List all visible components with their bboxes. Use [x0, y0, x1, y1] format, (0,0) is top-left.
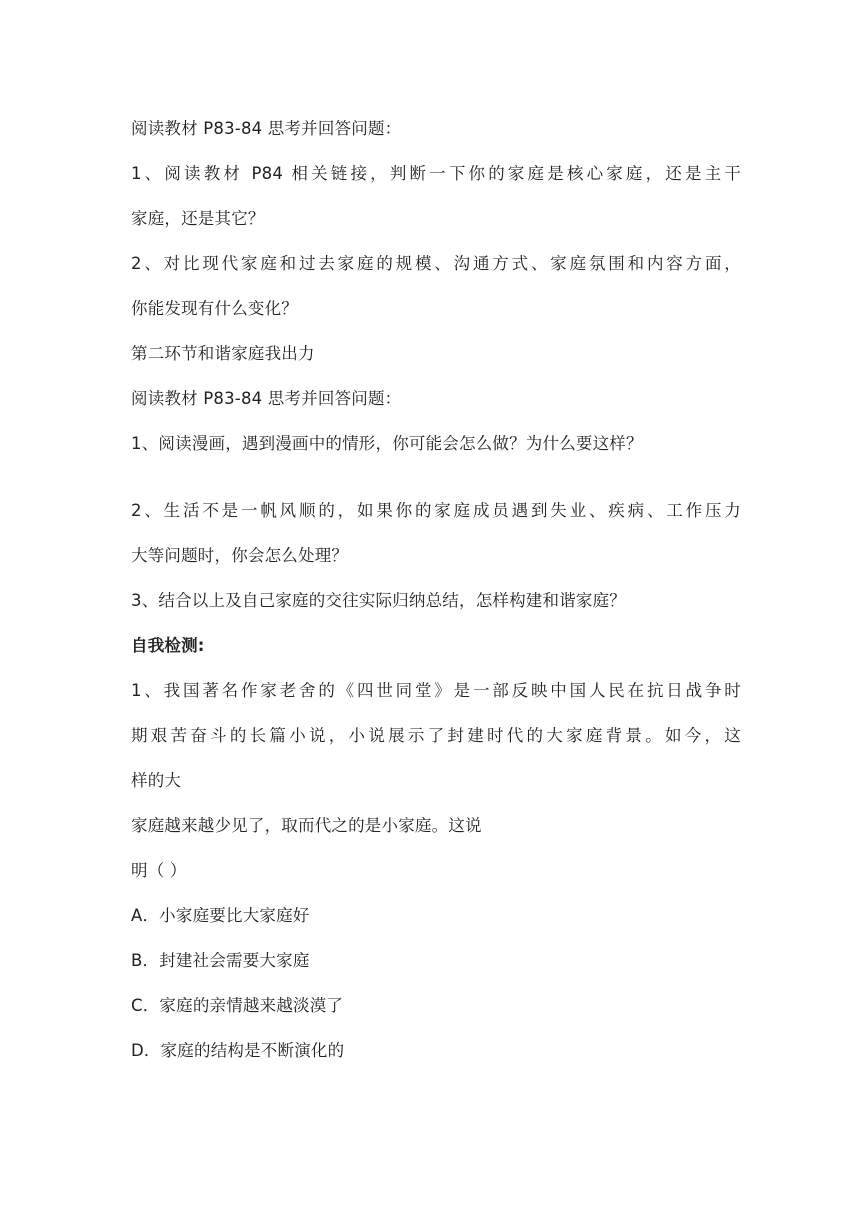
test-question-line-2: 期艰苦奋斗的长篇小说，小说展示了封建时代的大家庭背景。如今，这	[131, 726, 741, 745]
reading-instruction-2: 阅读教材 P83-84 思考并回答问题：	[131, 389, 402, 408]
question-harmony: 3、结合以上及自己家庭的交往实际归纳总结，怎样构建和谐家庭？	[131, 591, 626, 610]
option-b: B．封建社会需要大家庭	[131, 951, 310, 970]
reading-instruction-1: 阅读教材 P83-84 思考并回答问题：	[131, 119, 402, 138]
test-question-line-4: 家庭越来越少见了，取而代之的是小家庭。这说	[131, 816, 482, 835]
option-c: C．家庭的亲情越来越淡漠了	[131, 996, 344, 1015]
question-2-line-1: 2、对比现代家庭和过去家庭的规模、沟通方式、家庭氛围和内容方面，	[131, 254, 741, 273]
question-life-line-1: 2、生活不是一帆风顺的，如果你的家庭成员遇到失业、疾病、工作压力	[131, 501, 741, 520]
question-1-line-1: 1、阅读教材 P84 相关链接，判断一下你的家庭是核心家庭，还是主干	[131, 164, 741, 183]
question-life-line-2: 大等问题时，你会怎么处理？	[131, 546, 349, 565]
test-question-line-1: 1、我国著名作家老舍的《四世同堂》是一部反映中国人民在抗日战争时	[131, 681, 741, 700]
question-comic: 1、阅读漫画，遇到漫画中的情形，你可能会怎么做？为什么要这样？	[131, 434, 643, 453]
option-d: D．家庭的结构是不断演化的	[131, 1041, 345, 1060]
question-1-line-2: 家庭，还是其它？	[131, 209, 265, 228]
section-heading-2: 第二环节和谐家庭我出力	[131, 344, 315, 363]
question-2-line-2: 你能发现有什么变化？	[131, 299, 298, 318]
test-question-line-3: 样的大	[131, 771, 182, 790]
self-test-heading: 自我检测:	[131, 636, 205, 655]
option-a: A．小家庭要比大家庭好	[131, 906, 310, 925]
test-question-line-5: 明（ ）	[131, 861, 187, 880]
